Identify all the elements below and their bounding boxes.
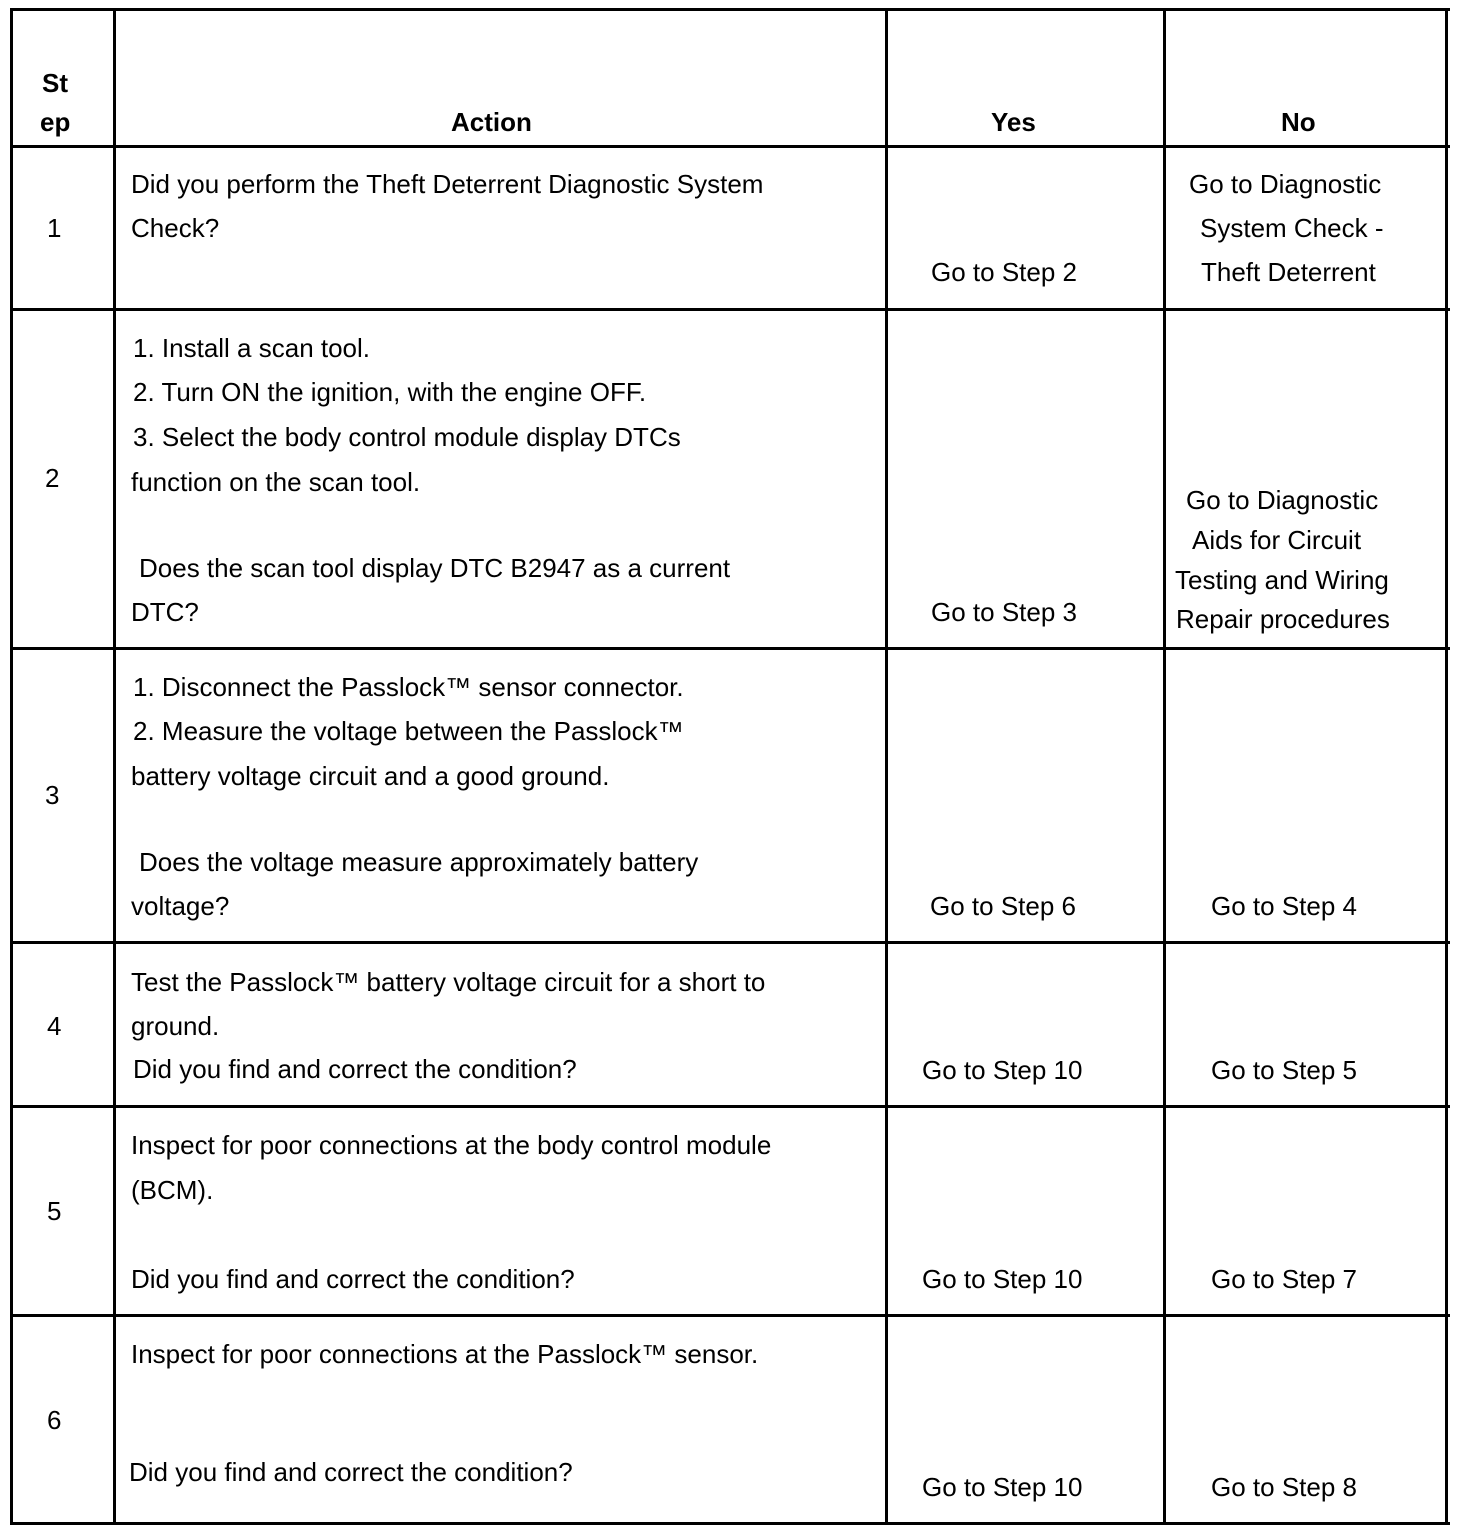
yes-result: Go to Step 3: [931, 597, 1077, 627]
no-result-line: Go to Diagnostic: [1186, 485, 1379, 515]
action-line: Did you perform the Theft Deterrent Diagnostic System: [131, 169, 764, 199]
no-result: Go to Step 5: [1211, 1055, 1357, 1085]
yes-result: Go to Step 6: [930, 891, 1076, 921]
table-border-bottom: [10, 1522, 1450, 1525]
yes-result: Go to Step 10: [922, 1472, 1083, 1502]
action-line: DTC?: [131, 597, 199, 627]
header-action: Action: [451, 107, 532, 137]
action-line: 1. Install a scan tool.: [133, 333, 371, 363]
table-border-left: [10, 8, 13, 1525]
no-result: Go to Step 8: [1211, 1472, 1357, 1502]
action-line: Check?: [131, 213, 220, 243]
action-line: voltage?: [131, 891, 230, 921]
header-no: No: [1281, 107, 1316, 137]
step-number: 5: [47, 1196, 62, 1226]
row-divider: [10, 941, 1450, 944]
step-number: 4: [47, 1011, 62, 1041]
header-row: [0, 0, 1472, 146]
row-divider: [10, 308, 1450, 311]
yes-result: Go to Step 10: [922, 1055, 1083, 1085]
no-result-line: Go to Diagnostic: [1189, 169, 1382, 199]
row-divider: [10, 1105, 1450, 1108]
column-divider: [1163, 8, 1166, 1525]
header-yes: Yes: [991, 107, 1036, 137]
row-divider: [10, 647, 1450, 650]
action-line: Does the voltage measure approximately battery: [139, 847, 699, 877]
action-line: Did you find and correct the condition?: [131, 1264, 575, 1294]
header-step-line1: St: [42, 68, 68, 98]
table-border-right: [1445, 8, 1448, 1525]
action-line: ground.: [131, 1011, 220, 1041]
action-line: Inspect for poor connections at the body control module: [131, 1130, 772, 1160]
no-result-line: System Check -: [1200, 213, 1384, 243]
step-number: 1: [47, 213, 62, 243]
step-number: 2: [45, 463, 60, 493]
yes-result: Go to Step 2: [931, 257, 1077, 287]
header-step-line2: ep: [40, 107, 71, 137]
step-number: 3: [45, 780, 60, 810]
action-line: 1. Disconnect the Passlock™ sensor connector.: [133, 672, 684, 702]
action-line: function on the scan tool.: [131, 467, 421, 497]
action-line: Did you find and correct the condition?: [133, 1054, 577, 1084]
yes-result: Go to Step 10: [922, 1264, 1083, 1294]
column-divider: [113, 8, 116, 1525]
no-result-line: Testing and Wiring: [1175, 565, 1389, 595]
no-result: Go to Step 4: [1211, 891, 1357, 921]
no-result-line: Theft Deterrent: [1201, 257, 1376, 287]
action-line: Inspect for poor connections at the Passlock™ sensor.: [131, 1339, 759, 1369]
action-line: 3. Select the body control module display DTCs: [133, 422, 681, 452]
no-result-line: Aids for Circuit: [1192, 525, 1362, 555]
action-line: Does the scan tool display DTC B2947 as a current: [139, 553, 731, 583]
step-number: 6: [47, 1405, 62, 1435]
no-result-line: Repair procedures: [1176, 604, 1390, 634]
no-result: Go to Step 7: [1211, 1264, 1357, 1294]
action-line: Test the Passlock™ battery voltage circuit for a short to: [131, 967, 766, 997]
action-line: Did you find and correct the condition?: [129, 1457, 573, 1487]
action-line: 2. Turn ON the ignition, with the engine OFF.: [133, 377, 647, 407]
column-divider: [885, 8, 888, 1525]
row-divider: [10, 1314, 1450, 1317]
action-line: battery voltage circuit and a good ground.: [131, 761, 610, 791]
action-line: 2. Measure the voltage between the Passlock™: [133, 716, 684, 746]
action-line: (BCM).: [131, 1175, 214, 1205]
